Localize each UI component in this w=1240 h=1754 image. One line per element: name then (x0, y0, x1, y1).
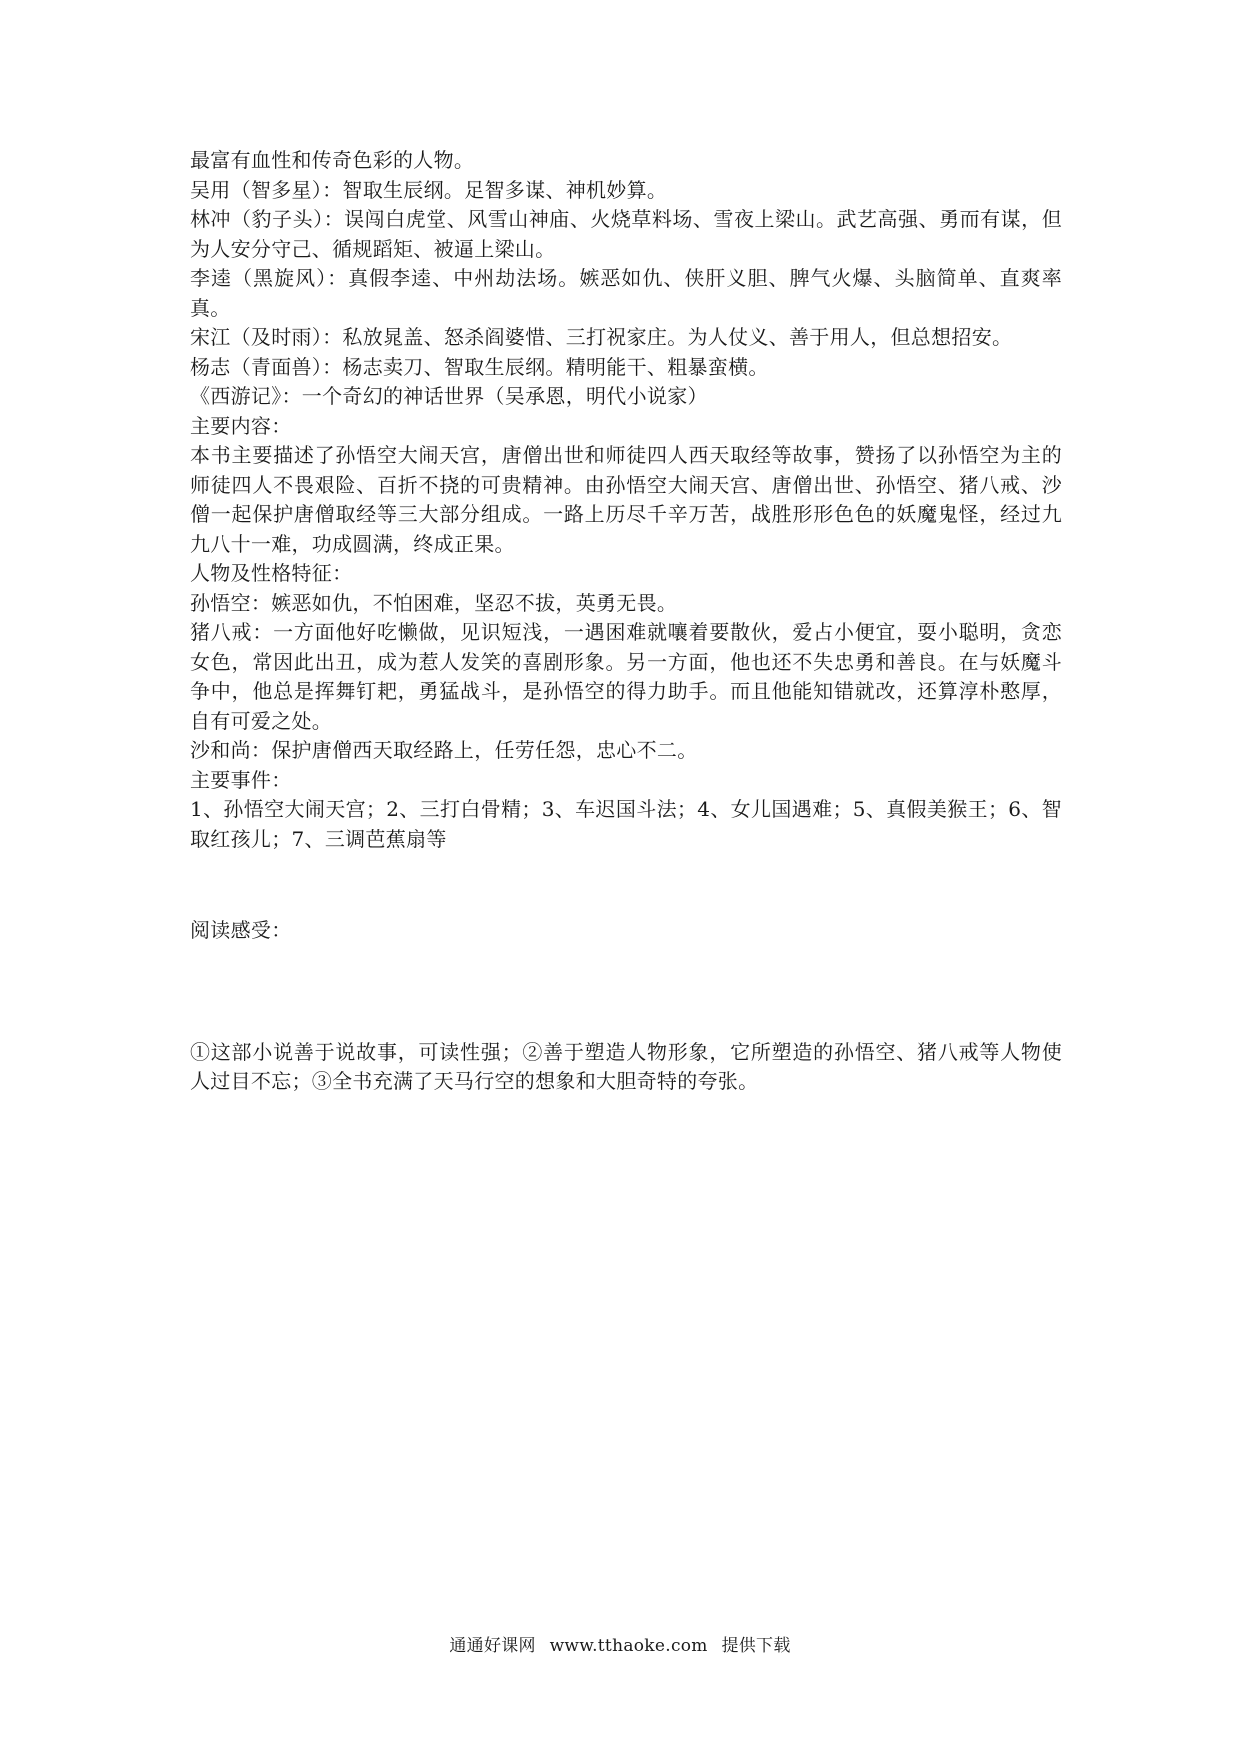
document-body (190, 146, 1062, 1097)
heading-reading-feelings: 阅读感受： (190, 918, 292, 942)
paragraph-main-events: 1、孙悟空大闹天宫；2、三打白骨精；3、车迟国斗法；4、女儿国遇难；5、真假美猴王；6、智取红孩儿；7、三调芭蕉扇等 (190, 797, 1062, 851)
paragraph-yangzhi: 杨志（青面兽）：杨志卖刀、智取生辰纲。精明能干、粗暴蛮横。 (190, 354, 769, 379)
spacer (190, 854, 1062, 916)
footer-url: www.tthaoke.com (549, 1636, 708, 1656)
heading-main-content: 主要内容： (190, 413, 292, 438)
paragraph-songjiang: 宋江（及时雨）：私放晁盖、怒杀阎婆惜、三打祝家庄。为人仗义、善于用人，但总想招安。 (190, 325, 1013, 349)
paragraph-main-content: 本书主要描述了孙悟空大闹天宫，唐僧出世和师徒四人西天取经等故事，赞扬了以孙悟空为主的师徒四人不畏艰险、百折不挠的可贵精神。由孙悟空大闹天宫、唐僧出世、孙悟空、猪八戒、沙僧一起保护唐僧取经等三大部分组成。一路上历尽千辛万苦，战胜形形色色的妖魔鬼怪，经过九九八十一难，功成圆满，终成正果。 (190, 443, 1062, 556)
paragraph-wuyong: 吴用（智多星）：智取生辰纲。足智多谋、神机妙算。 (190, 177, 668, 202)
paragraph-likui: 李逵（黑旋风）：真假李逵、中州劫法场。嫉恶如仇、侠肝义胆、脾气火爆、头脑简单、直爽率真。 (190, 266, 1062, 320)
heading-characters: 人物及性格特征： (190, 561, 353, 585)
page-footer (0, 1631, 1240, 1656)
footer-site-name: 通通好课网 (449, 1636, 536, 1656)
paragraph-character-intro: 最富有血性和传奇色彩的人物。 (190, 148, 475, 172)
section-title-xiyouji: 《西游记》：一个奇幻的神话世界（吴承恩，明代小说家） (190, 384, 708, 408)
spacer (190, 946, 1062, 1038)
heading-main-events: 主要事件： (190, 767, 292, 792)
paragraph-shaheshang: 沙和尚：保护唐僧西天取经路上，任劳任怨，忠心不二。 (190, 738, 698, 762)
paragraph-reading-feelings: ①这部小说善于说故事，可读性强；②善于塑造人物形象，它所塑造的孙悟空、猪八戒等人物使人过目不忘；③全书充满了天马行空的想象和大胆奇特的夸张。 (190, 1039, 1062, 1093)
paragraph-zhubajie: 猪八戒：一方面他好吃懒做，见识短浅，一遇困难就嚷着要散伙，爱占小便宜，耍小聪明，贪恋女色，常因此出丑，成为惹人发笑的喜剧形象。另一方面，他也还不失忠勇和善良。在与妖魔斗争中，他总是挥舞钉耙，勇猛战斗，是孙悟空的得力助手。而且他能知错就改，还算淳朴憨厚，自有可爱之处。 (190, 620, 1062, 733)
paragraph-linchong: 林冲（豹子头）：误闯白虎堂、风雪山神庙、火烧草料场、雪夜上梁山。武艺高强、勇而有谋，但为人安分守己、循规蹈矩、被逼上梁山。 (190, 207, 1062, 261)
paragraph-sunwukong: 孙悟空：嫉恶如仇，不怕困难，坚忍不拔，英勇无畏。 (190, 590, 678, 615)
footer-suffix: 提供下载 (721, 1636, 791, 1656)
